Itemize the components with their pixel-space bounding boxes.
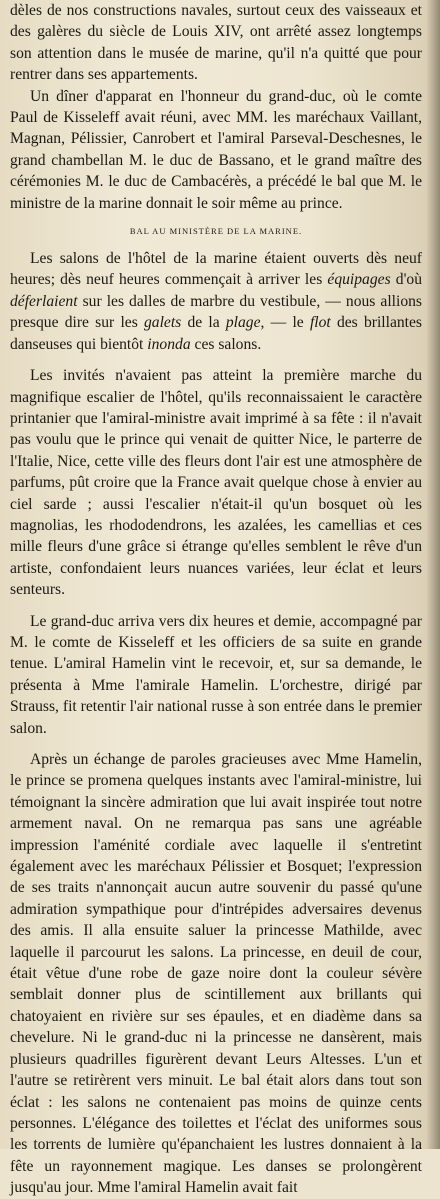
italic-word: équipages [327, 271, 391, 289]
paragraph-musee-marine: dèles de nos constructions navales, surtout ceux des vaisseaux et des galères du siècle de Louis XIV, ont arrêté assez longtemps son attention dans le musée de marine, qu'il n'a quitté que pour rentrer dans ses appartements. [10, 2, 422, 84]
section-heading: BAL AU MINISTÈRE DE LA MARINE. [129, 226, 303, 237]
italic-word: flot [309, 314, 331, 332]
paragraph-invites-escalier: Les invités n'avaient pas atteint la première marche du magnifique escalier de l'hôtel, qu'ils reconnaissaient le caractère printanier que l'amiral-ministre avait imprimé à sa fête : il n'avait pas voulu que le prince qui venait de quitter Nice, le parterre de l'Italie, Nice, cette ville des fleurs dont l'air est une atmosphère de parfums, pût croire que la France avait quelque chose à envier au ciel sarde ; aussi l'escalier n'était-il qu'un bosquet où les magnolias, les rhododendrons, les azalées, les camellias et ces mille fleurs d'une grâce si étrange qu'elles semblent le rêve d'un artiste, confondaient leurs nuances variées, leur éclat et leurs senteurs. [10, 367, 422, 599]
text-run: d'où [390, 271, 422, 289]
paragraph-arrivee-grand-duc: Le grand-duc arriva vers dix heures et demie, accompagné par M. le comte de Kisseleff et les officiers de sa suite en grande tenue. L'amiral Hamelin vint le recevoir, et, sur sa demande, le présenta à Mme l'amirale Hamelin. L'orchestre, dirigé par Strauss, fit retentir l'air national russe à son entrée dans le premier salon. [10, 612, 422, 737]
paragraph-salons-ouverts [10, 248, 422, 355]
text-run: sur les dalles de marbre du vestibule, — nous allions presque dire sur les [10, 292, 422, 332]
paragraph-diner-apparat: Un dîner d'apparat en l'honneur du grand-duc, où le comte Paul de Kisseleff avait réuni, avec MM. les maréchaux Vaillant, Magnan, Pélissier, Canrobert et l'amiral Parseval-Deschesnes, le grand chambellan M. le duc de Bassano, et le grand maître des cérémonies M. le duc de Cambacérès, a précédé le bal que M. le ministre de la marine donnait le soir même au prince. [10, 87, 422, 212]
text-run: des brillantes danseuses qui bientôt [10, 314, 422, 353]
italic-word: galets [144, 314, 182, 332]
paragraph-echange-paroles: Après un échange de paroles gracieuses avec Mme Hamelin, le prince se promena quelques instants avec l'amiral-ministre, lui témoignant la sincère admiration que lui avait inspirée tout notre armement naval. On ne remarqua pas sans une agréable impression l'aménité cordiale avec laquelle il s'entretint également avec les maréchaux Pélissier et Bosquet; l'expression de ses traits n'annonçait aucun autre souvenir du passé qu'une admiration sympathique pour d'intrépides adversaires devenus des amis. Il alla ensuite saluer la princesse Mathilde, avec laquelle il parcourut les salons. La princesse, en deuil de cour, était vêtue d'une robe de gaze noire dont la couleur sévère semblait donner plus de scintillement aux brillants qui chatoyaient en rivière sur ses épaules, et en diadème dans sa chevelure. Ni le grand-duc ni la princesse ne dansèrent, mais plusieurs quadrilles figurèrent devant Leurs Altesses. L'un et l'autre se retirèrent vers minuit. Le bal était alors dans tout son éclat : les salons ne contenaient pas moins de quinze cents personnes. L'élégance des toilettes et l'éclat des uniformes sous les torrents de lumière qu'épanchaient les lustres donnaient à la fête un rayonnement magique. Les danses se prolongèrent jusqu'au jour. Mme l'amiral Hamelin avait fait [10, 751, 422, 1197]
text-run: Les salons de l'hôtel de la marine étaient ouverts dès neuf heures; dès neuf heures commençait à arriver les [10, 250, 422, 289]
text-run: , — le [260, 314, 310, 332]
text-run: ces salons. [190, 335, 262, 353]
italic-word: déferlaient [10, 292, 78, 310]
text-run: de la [181, 314, 226, 332]
italic-word: inonda [147, 335, 191, 353]
italic-word: plage [225, 314, 261, 332]
page-edge-shadow [426, 0, 440, 1149]
